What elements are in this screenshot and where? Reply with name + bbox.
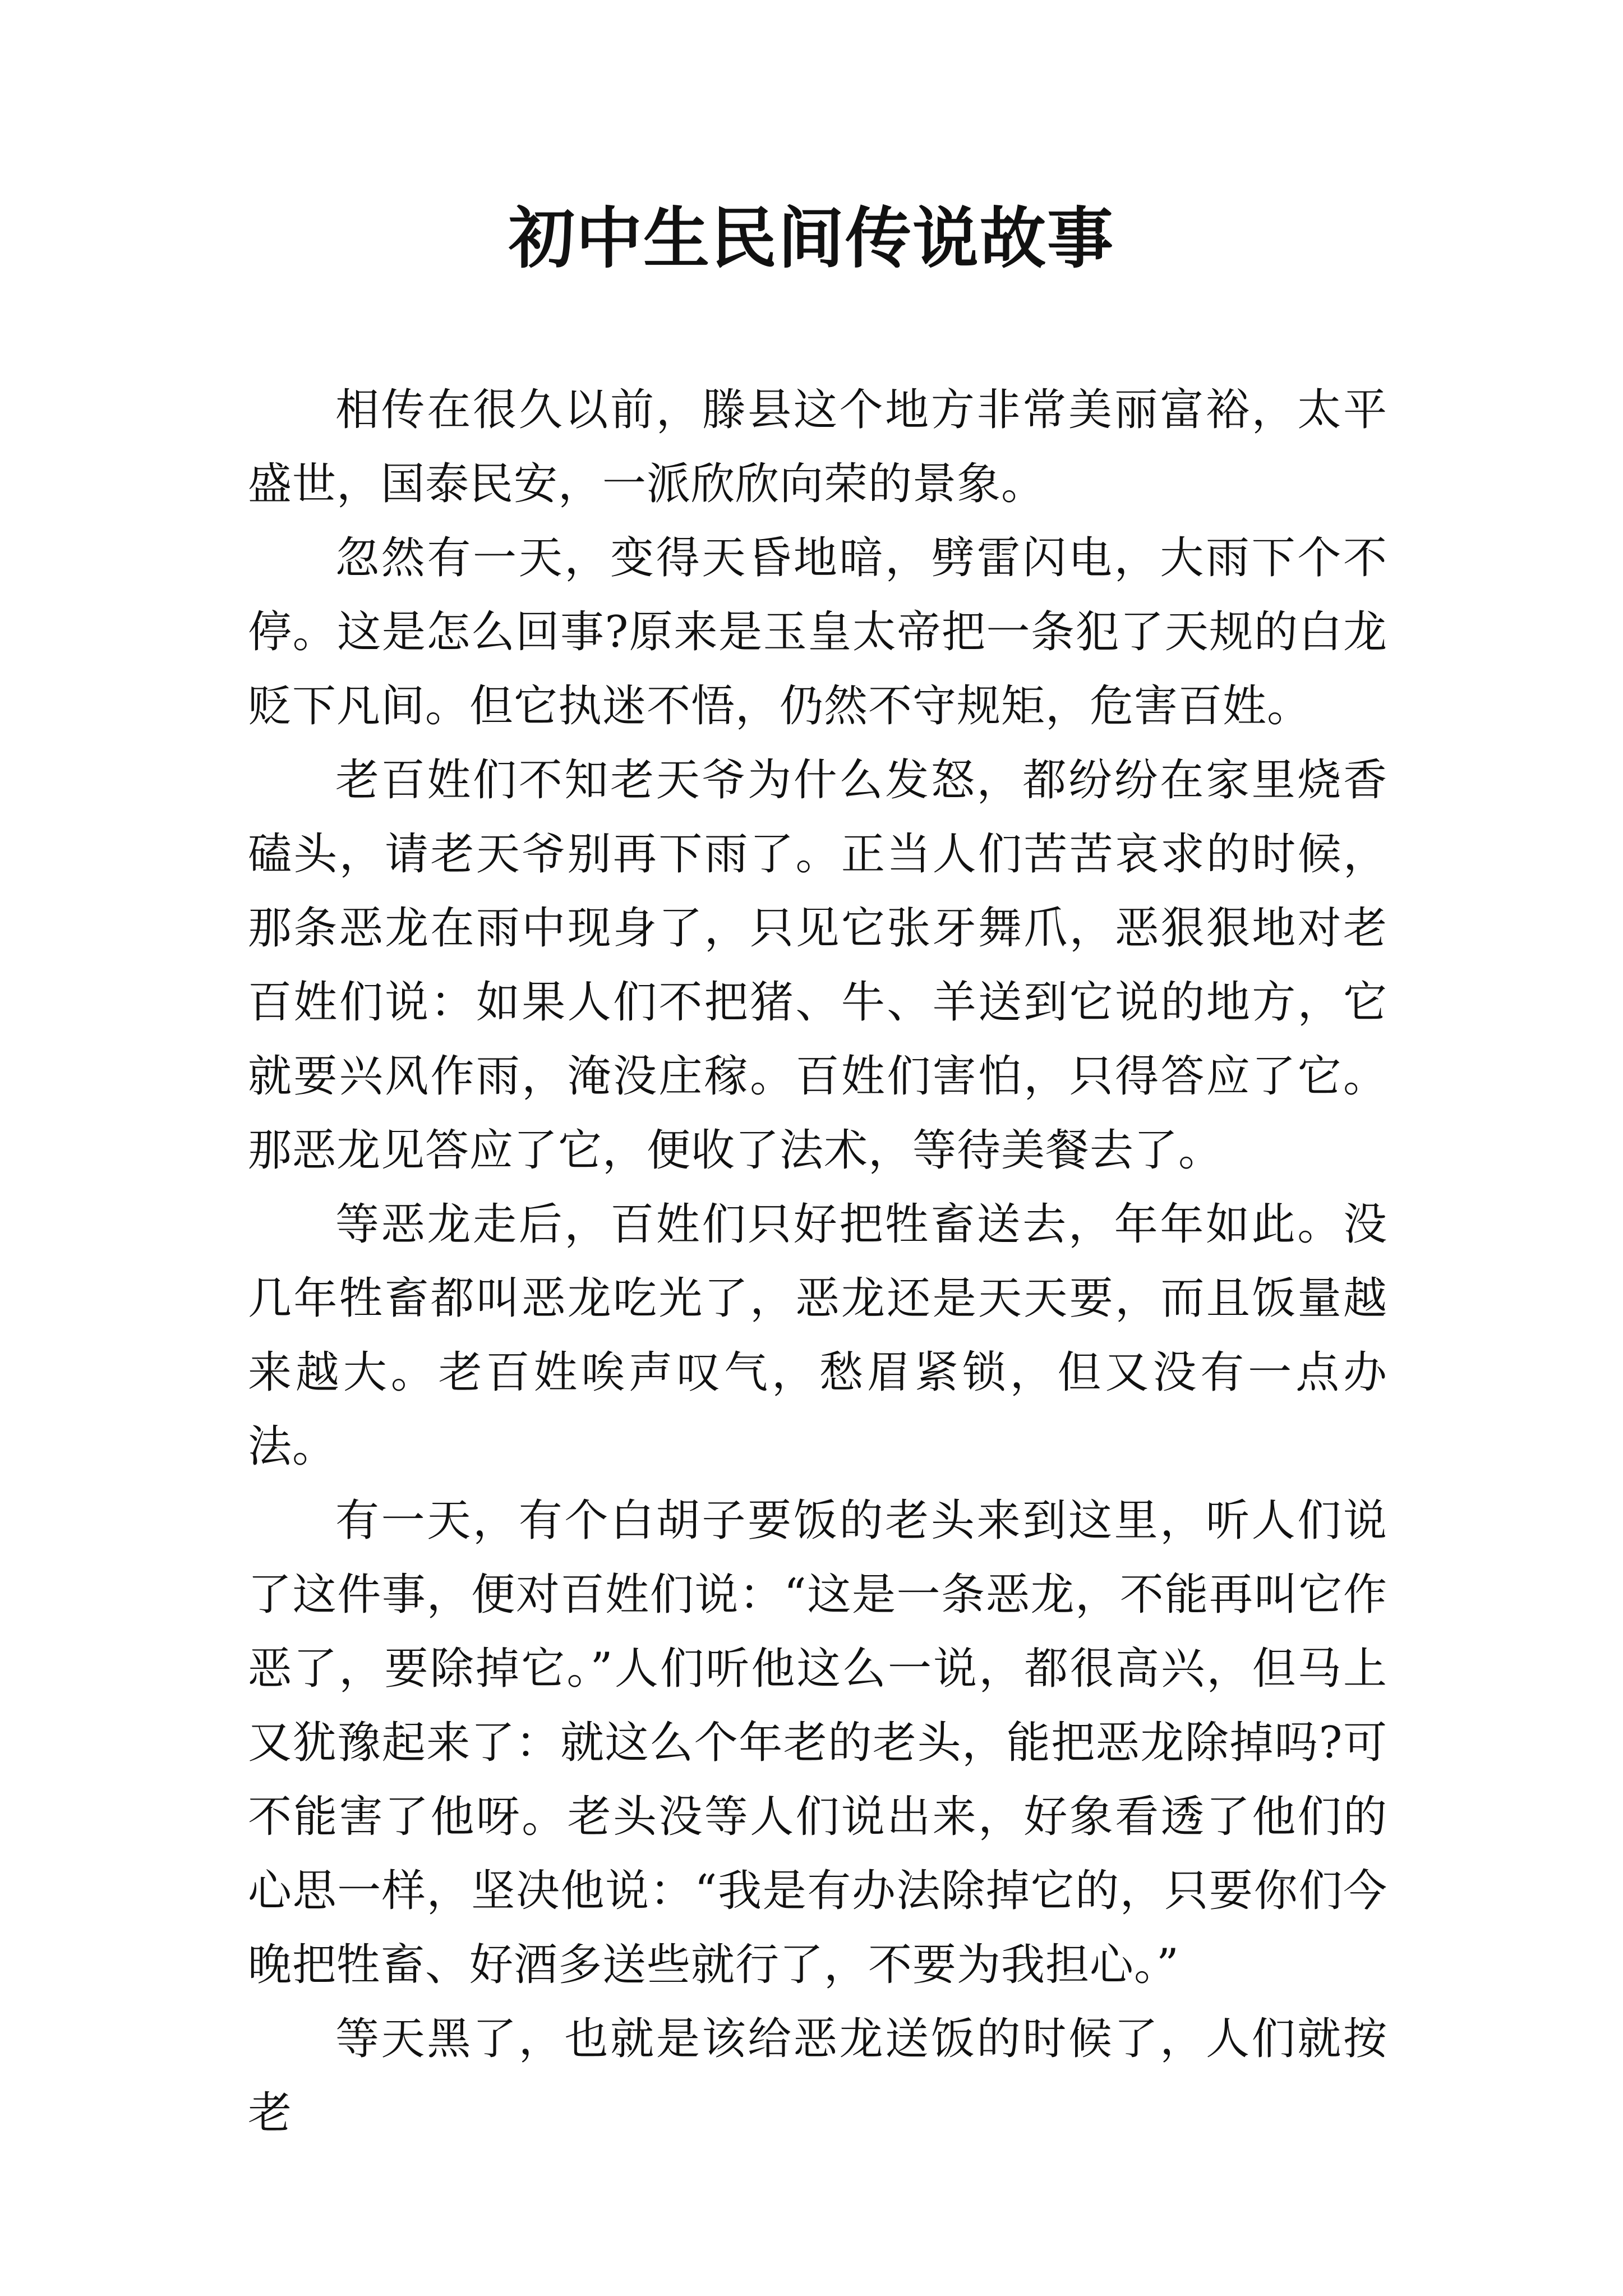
document-body bbox=[248, 373, 1387, 2150]
document-title: 初中生民间传说故事 bbox=[508, 199, 1114, 277]
paragraph-4: 等恶龙走后，百姓们只好把牲畜送去，年年如此。没几年牲畜都叫恶龙吃光了，恶龙还是天天要，而且饭量越来越大。老百姓唉声叹气，愁眉紧锁，但又没有一点办法。 bbox=[248, 1199, 1387, 1472]
paragraph-3: 老百姓们不知老天爷为什么发怒，都纷纷在家里烧香磕头，请老天爷别再下雨了。正当人们苦苦哀求的时候，那条恶龙在雨中现身了，只见它张牙舞爪，恶狠狠地对老百姓们说：如果人们不把猪、牛、羊送到它说的地方，它就要兴风作雨，淹没庄稼。百姓们害怕，只得答应了它。那恶龙见答应了它，便收了法术，等待美餐去了。 bbox=[248, 755, 1387, 1176]
paragraph-2: 忽然有一天，变得天昏地暗，劈雷闪电，大雨下个不停。这是怎么回事?原来是玉皇太帝把一条犯了天规的白龙贬下凡间。但它执迷不悟，仍然不守规矩，危害百姓。 bbox=[248, 533, 1387, 731]
paragraph-1: 相传在很久以前，滕县这个地方非常美丽富裕，太平盛世，国泰民安，一派欣欣向荣的景象。 bbox=[248, 385, 1387, 509]
paragraph-5: 有一天，有个白胡子要饭的老头来到这里，听人们说了这件事，便对百姓们说：“这是一条恶龙，不能再叫它作恶了，要除掉它。”人们听他这么一说，都很高兴，但马上又犹豫起来了：就这么个年老的老头，能把恶龙除掉吗?可不能害了他呀。老头没等人们说出来，好象看透了他们的心思一样，坚决他说：“我是有办法除掉它的，只要你们今晚把牲畜、好酒多送些就行了，不要为我担心。” bbox=[248, 1496, 1387, 1990]
paragraph-6: 等天黑了，也就是该给恶龙送饭的时候了，人们就按老 bbox=[248, 2014, 1387, 2138]
